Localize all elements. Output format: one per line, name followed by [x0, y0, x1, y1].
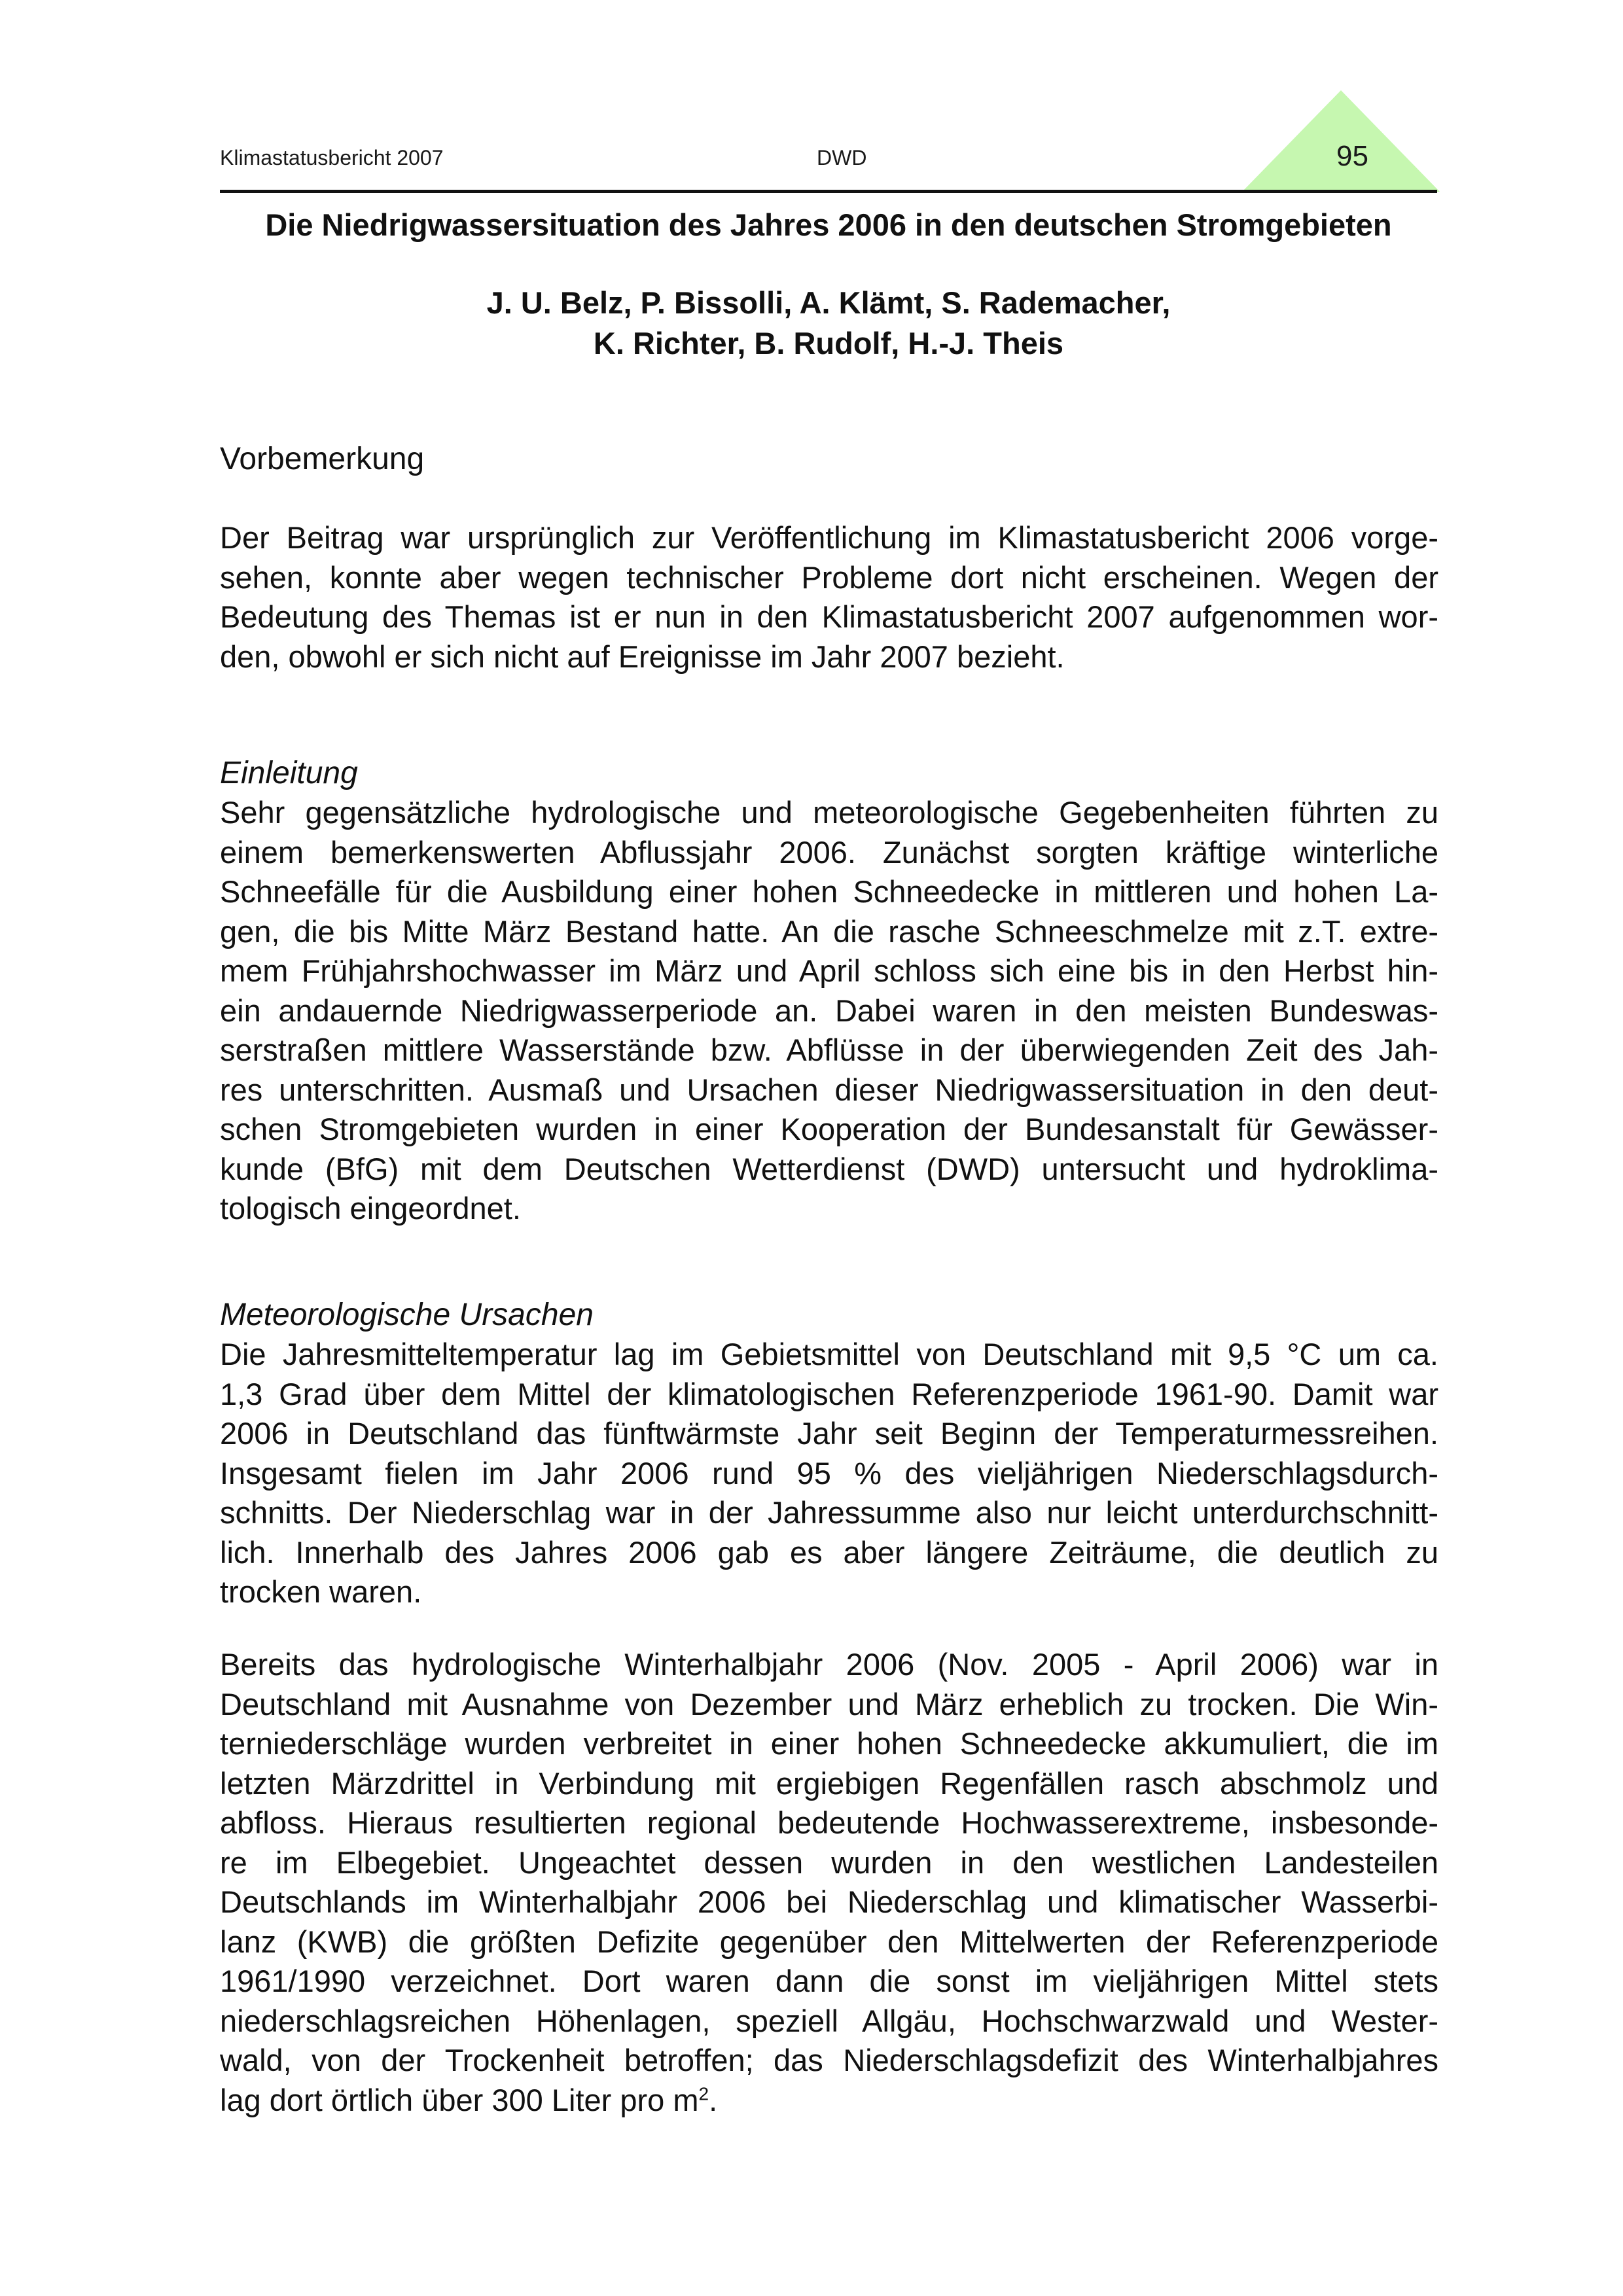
text-line: wald, von der Trockenheit betroffen; das Niederschlagsdefizit des Winterhalbjahres [220, 2043, 1438, 2077]
text-line: 1961/1990 verzeichnet. Dort waren dann die sonst im vieljährigen Mittel stets [220, 1964, 1438, 1998]
text-line [220, 2081, 1438, 2121]
text-line: schen Stromgebieten wurden in einer Kooperation der Bundesanstalt für Gewässer- [220, 1112, 1438, 1146]
paragraph-meteorologie [220, 1335, 1438, 1612]
paragraph-einleitung [220, 793, 1438, 1229]
text-line: re im Elbegebiet. Ungeachtet dessen wurden in den westlichen Landesteilen [220, 1845, 1438, 1880]
page-number: 95 [1336, 140, 1368, 172]
text-line: res unterschritten. Ausmaß und Ursachen dieser Niedrigwassersituation in den deut- [220, 1072, 1438, 1107]
text-line: Deutschlands im Winterhalbjahr 2006 bei Niederschlag und klimatischer Wasserbi- [220, 1884, 1438, 1919]
text-line: Schneefälle für die Ausbildung einer hohen Schneedecke in mittleren und hohen La- [220, 874, 1438, 909]
authors-line: K. Richter, B. Rudolf, H.-J. Theis [593, 326, 1064, 361]
text-line: lich. Innerhalb des Jahres 2006 gab es aber längere Zeiträume, die deutlich zu [220, 1534, 1438, 1570]
authors-line: J. U. Belz, P. Bissolli, A. Klämt, S. Rademacher, [486, 285, 1171, 320]
text-line: tologisch eingeordnet. [220, 1191, 521, 1226]
text-line: gen, die bis Mitte März Bestand hatte. An die rasche Schneeschmelze mit z.T. extre- [220, 913, 1438, 949]
text-line: mem Frühjahrshochwasser im März und April schloss sich eine bis in den Herbst hin- [220, 953, 1438, 988]
text-line: schnitts. Der Niederschlag war in der Jahressumme also nur leicht unterdurchschnitt- [220, 1495, 1438, 1530]
text-line: niederschlagsreichen Höhenlagen, speziell Allgäu, Hochschwarzwald und Wester- [220, 2003, 1438, 2038]
text-line: 1,3 Grad über dem Mittel der klimatologischen Referenzperiode 1961-90. Damit war [220, 1376, 1438, 1411]
text-line-end: . [709, 2082, 718, 2117]
report-name: Klimastatusbericht 2007 [220, 146, 444, 169]
authors [220, 283, 1437, 364]
paragraph-vorbemerkung [220, 518, 1438, 677]
text-line: den, obwohl er sich nicht auf Ereignisse im Jahr 2007 bezieht. [220, 639, 1065, 674]
text-line: Sehr gegensätzliche hydrologische und meteorologische Gegebenheiten führten zu [220, 795, 1438, 830]
paragraph-winterhalbjahr [220, 1645, 1438, 2120]
page-header [0, 0, 1623, 196]
section-heading-meteorologie: Meteorologische Ursachen [220, 1298, 594, 1332]
text-line: Deutschland mit Ausnahme von Dezember und März erheblich zu trocken. Die Win- [220, 1686, 1438, 1722]
text-line: abfloss. Hieraus resultierten regional bedeutende Hochwasserextreme, insbesonde- [220, 1805, 1438, 1840]
text-line-body: lag dort örtlich über 300 Liter pro m [220, 2082, 699, 2117]
text-line: Die Jahresmitteltemperatur lag im Gebietsmittel von Deutschland mit 9,5 °C um ca. [220, 1337, 1438, 1371]
text-line: einem bemerkenswerten Abflussjahr 2006. Zunächst sorgten kräftige winterliche [220, 834, 1438, 870]
header-rule [220, 190, 1437, 193]
article-title: Die Niedrigwassersituation des Jahres 2006 in den deutschen Stromgebieten [265, 207, 1392, 242]
text-line: Der Beitrag war ursprünglich zur Veröffentlichung im Klimastatusbericht 2006 vorge- [220, 520, 1438, 555]
text-line: lanz (KWB) die größten Defizite gegenüber den Mittelwerten der Referenzperiode [220, 1924, 1438, 1959]
text-line: Insgesamt fielen im Jahr 2006 rund 95 % des vieljährigen Niederschlagsdurch- [220, 1455, 1438, 1491]
text-line: serstraßen mittlere Wasserstände bzw. Abflüsse in der überwiegenden Zeit des Jah- [220, 1033, 1438, 1067]
text-line: Bedeutung des Themas ist er nun in den Klimastatusbericht 2007 aufgenommen wor- [220, 599, 1438, 634]
text-line: Bereits das hydrologische Winterhalbjahr 2006 (Nov. 2005 - April 2006) war in [220, 1647, 1438, 1682]
text-line: terniederschläge wurden verbreitet in einer hohen Schneedecke akkumuliert, die im [220, 1726, 1438, 1761]
publisher: DWD [817, 146, 867, 169]
superscript-exponent: 2 [698, 2083, 709, 2104]
text-line: trocken waren. [220, 1574, 422, 1609]
text-line: 2006 in Deutschland das fünftwärmste Jahr seit Beginn der Temperaturmessreihen. [220, 1416, 1438, 1451]
text-line: letzten Märzdrittel in Verbindung mit ergiebigen Regenfällen rasch abschmolz und [220, 1765, 1438, 1801]
text-line: kunde (BfG) mit dem Deutschen Wetterdienst (DWD) untersucht und hydroklima- [220, 1151, 1438, 1186]
text-line: ein andauernde Niedrigwasserperiode an. Dabei waren in den meisten Bundeswas- [220, 993, 1438, 1028]
section-heading-einleitung: Einleitung [220, 756, 358, 790]
section-heading-vorbemerkung: Vorbemerkung [220, 442, 425, 476]
text-line: sehen, konnte aber wegen technischer Probleme dort nicht erscheinen. Wegen der [220, 559, 1438, 595]
